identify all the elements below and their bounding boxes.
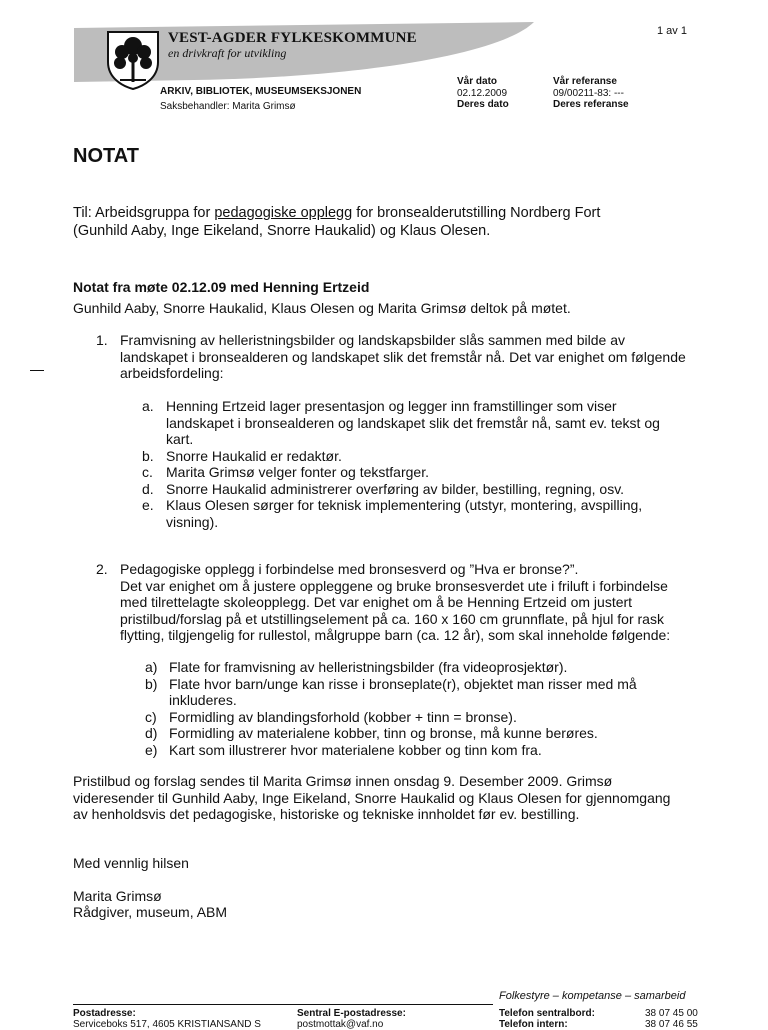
list-item: c) Formidling av blandingsforhold (kobber + tinn = bronse).	[145, 708, 517, 725]
reference-block	[553, 76, 629, 111]
list-item: e. Klaus Olesen sørger for teknisk implementering (utstyr, montering, avspilling, visning).	[142, 497, 643, 530]
case-handler: Saksbehandler: Marita Grimsø	[160, 101, 296, 112]
document-title: NOTAT	[73, 145, 139, 167]
department: ARKIV, BIBLIOTEK, MUSEUMSEKSJONEN	[160, 86, 362, 97]
item-1-sublist	[142, 398, 660, 530]
list-item: c. Marita Grimsø velger fonter og tekstfarger.	[142, 464, 429, 480]
our-date-value: 02.12.2009	[457, 87, 508, 99]
item-1-text: Framvisning av helleristningsbilder og landskapsbilder slås sammen med bilde av landskapet i bronsealderen og landskapet slik det fremstår nå. Det var enighet om følgende arbeidsfordeling:	[120, 332, 686, 381]
list-item: e) Kart som illustrerer hvor materialene kobber og tinn kom fra.	[145, 741, 542, 758]
our-ref-label: Vår referanse	[553, 76, 617, 87]
phone-internal-value: 38 07 46 55	[645, 1019, 698, 1030]
your-ref-label: Deres referanse	[553, 99, 629, 110]
item-2-number: 2.	[96, 561, 108, 577]
org-name: VEST-AGDER FYLKESKOMMUNE	[168, 30, 417, 46]
signer-name: Marita Grimsø	[73, 888, 162, 904]
your-date-label: Deres dato	[457, 99, 509, 110]
greeting: Med vennlig hilsen	[73, 855, 189, 871]
date-block	[457, 76, 509, 111]
email-label: Sentral E-postadresse:	[297, 1008, 406, 1019]
closing-paragraph: Pristilbud og forslag sendes til Marita Grimsø innen onsdag 9. Desember 2009. Grimsø videresender til Gunhild Aaby, Inge Eikeland, Snorre Haukalid og Klaus Olesen for gjennomgang av henholdsvis det pedagogiske, historiske og tekniske innholdet før ev. bestilling.	[73, 773, 671, 822]
footer-rule	[73, 1004, 493, 1005]
signer-title: Rådgiver, museum, ABM	[73, 904, 228, 920]
postal-label: Postadresse:	[73, 1008, 136, 1019]
org-tagline: en drivkraft for utvikling	[168, 46, 287, 60]
margin-mark	[30, 370, 44, 371]
phone-internal-label: Telefon intern:	[499, 1019, 568, 1030]
recipient-suffix: for bronsealderutstilling Nordberg Fort	[352, 205, 601, 221]
page-number: 1 av 1	[657, 25, 687, 37]
list-item: d) Formidling av materialene kobber, tinn og bronse, må kunne berøres.	[145, 725, 598, 741]
list-item: b. Snorre Haukalid er redaktør.	[142, 447, 342, 464]
our-date-label: Vår dato	[457, 76, 498, 87]
recipient-line	[73, 204, 713, 240]
list-item: a. Henning Ertzeid lager presentasjon og legger inn framstillinger som viser landskapet i bronsealderen og landskapet slik det fremstår nå, samt ev. tekst og kart.	[142, 398, 660, 447]
footer-tagline: Folkestyre – kompetanse – samarbeid	[499, 990, 686, 1002]
our-ref-value: 09/00211-83: ---	[553, 87, 624, 99]
attendees: Gunhild Aaby, Snorre Haukalid, Klaus Olesen og Marita Grimsø deltok på møtet.	[73, 300, 571, 316]
phone-main-label: Telefon sentralbord:	[499, 1008, 595, 1019]
list-item: d. Snorre Haukalid administrerer overføring av bilder, bestilling, regning, osv.	[142, 480, 625, 497]
email-value[interactable]: postmottak@vaf.no	[297, 1019, 384, 1030]
recipient-line-2: (Gunhild Aaby, Inge Eikeland, Snorre Haukalid) og Klaus Olesen.	[73, 223, 491, 239]
item-1-number: 1.	[96, 332, 108, 348]
list-item: b) Flate hvor barn/unge kan risse i bronseplate(r), objektet man risser med må inkluderes.	[145, 675, 637, 708]
list-item: a) Flate for framvisning av helleristningsbilder (fra videoprosjektør).	[145, 659, 568, 675]
postal-value: Serviceboks 517, 4605 KRISTIANSAND S	[73, 1019, 261, 1030]
item-2-sublist	[145, 659, 637, 758]
recipient-prefix: Til: Arbeidsgruppa for	[73, 205, 215, 221]
recipient-underlined: pedagogiske opplegg	[214, 205, 353, 221]
county-seal-logo	[106, 30, 160, 90]
item-2-text: Pedagogiske opplegg i forbindelse med bronsesverd og ”Hva er bronse?”. Det var enighet om å justere oppleggene og bruke bronsesverdet ute i friluft i forbindelse med tilrettelagte skoleopplegg. Det var enighet om å be Henning Ertzeid om justert pristilbud/forslag på et utstillingselement på ca. 160 x 160 cm grunnflate, på hjul for rask flytting, tilgjengelig for rullestol, målgruppe barn (ca. 12 år), som skal inneholde følgende:	[120, 561, 671, 643]
phone-main-value: 38 07 45 00	[645, 1008, 698, 1019]
meeting-heading: Notat fra møte 02.12.09 med Henning Ertzeid	[73, 279, 370, 295]
